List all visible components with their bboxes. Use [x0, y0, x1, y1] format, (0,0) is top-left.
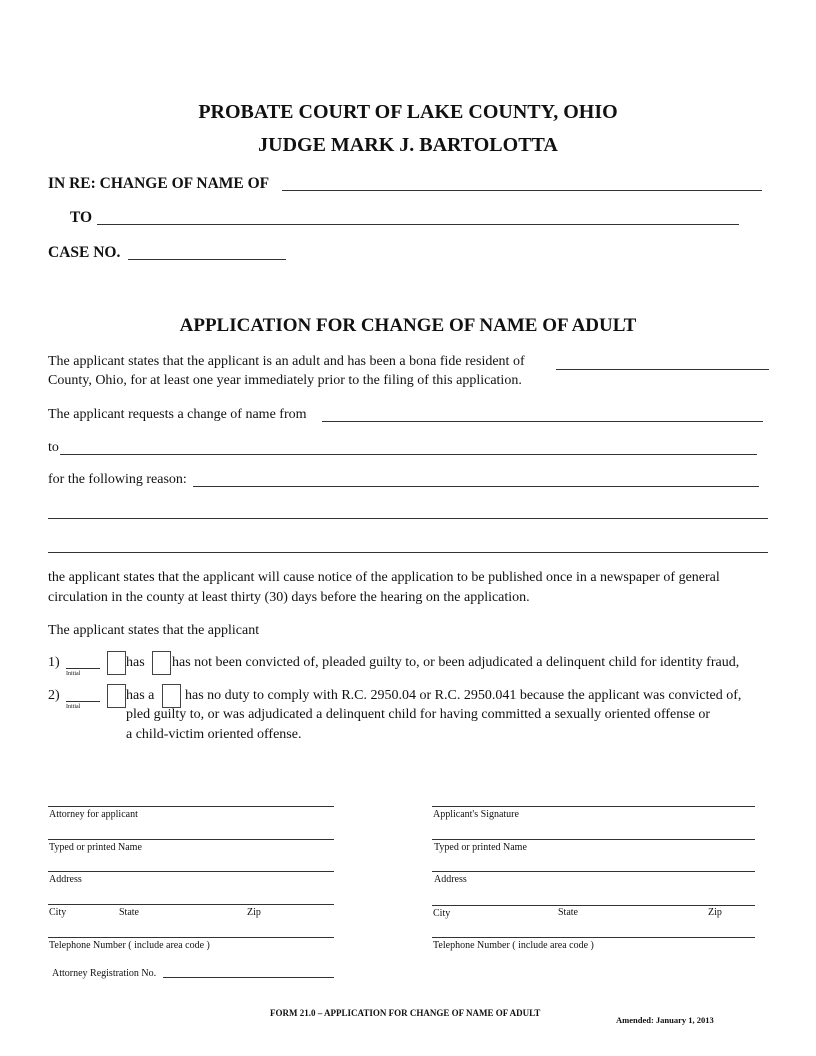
attorney-signature-label: Attorney for applicant [49, 809, 138, 820]
residency-text-line1: The applicant states that the applicant is an adult and has been a bona fide resident of [48, 354, 525, 369]
to-name-field[interactable] [97, 224, 739, 225]
judge-name: JUDGE MARK J. BARTOLOTTA [258, 134, 558, 156]
in-re-name-field[interactable] [282, 190, 762, 191]
attorney-phone-field[interactable] [48, 937, 334, 938]
notice-text-line2: circulation in the county at least thirty (30) days before the hearing on the application. [48, 590, 530, 605]
residency-text-line2: County, Ohio, for at least one year immediately prior to the filing of this application. [48, 373, 522, 388]
applicant-address-field[interactable] [432, 871, 755, 872]
applicant-address-label: Address [434, 874, 467, 885]
reason-label: for the following reason: [48, 472, 187, 487]
applicant-zip-label: Zip [708, 907, 722, 918]
item-2-text: has no duty to comply with R.C. 2950.04 or R.C. 2950.041 because the applicant was convicted of, [185, 688, 742, 703]
item-2-no-duty-checkbox[interactable] [162, 684, 181, 708]
attorney-signature-field[interactable] [48, 806, 334, 807]
form-title: APPLICATION FOR CHANGE OF NAME OF ADULT [179, 315, 637, 336]
change-from-label: The applicant requests a change of name from [48, 407, 307, 422]
reason-field-line3[interactable] [48, 552, 768, 553]
applicant-phone-label: Telephone Number ( include area code ) [433, 940, 594, 951]
applicant-city-label: City [433, 908, 451, 919]
item-2-has-a-checkbox[interactable] [107, 684, 126, 708]
item-2-text-cont1: pled guilty to, or was adjudicated a delinquent child for having committed a sexually oriented offense or [126, 707, 711, 722]
case-no-label: CASE NO. [48, 244, 121, 261]
item-1-initial-field[interactable] [66, 668, 100, 669]
attorney-registration-label: Attorney Registration No. [52, 968, 157, 979]
attorney-state-label: State [119, 907, 139, 918]
change-from-field[interactable] [322, 421, 763, 422]
item-1-text: has not been convicted of, pleaded guilty to, or been adjudicated a delinquent child for identity fraud, [172, 655, 740, 670]
to-label: TO [70, 209, 93, 226]
item-2-initial-label: Initial [66, 704, 81, 710]
item-1-option-a: has [126, 655, 145, 670]
in-re-label: IN RE: CHANGE OF NAME OF [48, 175, 270, 192]
residency-county-field[interactable] [556, 369, 769, 370]
applicant-signature-field[interactable] [432, 806, 755, 807]
applicant-name-field[interactable] [432, 839, 755, 840]
attorney-name-label: Typed or printed Name [49, 842, 142, 853]
applicant-name-label: Typed or printed Name [434, 842, 527, 853]
attorney-address-label: Address [49, 874, 82, 885]
applicant-states-text: The applicant states that the applicant [48, 623, 260, 638]
change-to-field[interactable] [60, 454, 757, 455]
item-1-initial-label: Initial [66, 671, 81, 677]
attorney-city-label: City [49, 907, 67, 918]
change-to-label: to [48, 440, 59, 455]
attorney-zip-label: Zip [247, 907, 261, 918]
item-2-number: 2) [48, 688, 60, 703]
attorney-name-field[interactable] [48, 839, 334, 840]
footer-amended-date: Amended: January 1, 2013 [616, 1015, 714, 1025]
attorney-address-field[interactable] [48, 871, 334, 872]
applicant-phone-field[interactable] [432, 937, 755, 938]
item-2-initial-field[interactable] [66, 701, 100, 702]
item-1-has-not-checkbox[interactable] [152, 651, 171, 675]
attorney-city-state-zip-field[interactable] [48, 904, 334, 905]
applicant-city-state-zip-field[interactable] [432, 905, 755, 906]
item-1-number: 1) [48, 655, 60, 670]
reason-field-line1[interactable] [193, 486, 759, 487]
attorney-phone-label: Telephone Number ( include area code ) [49, 940, 210, 951]
item-1-has-checkbox[interactable] [107, 651, 126, 675]
court-name: PROBATE COURT OF LAKE COUNTY, OHIO [198, 101, 618, 123]
applicant-signature-label: Applicant's Signature [433, 809, 519, 820]
applicant-state-label: State [558, 907, 578, 918]
notice-text-line1: the applicant states that the applicant will cause notice of the application to be published once in a newspaper of general [48, 570, 720, 585]
item-2-option-a: has a [126, 688, 155, 703]
attorney-registration-field[interactable] [163, 977, 334, 978]
item-2-text-cont2: a child-victim oriented offense. [126, 727, 302, 742]
reason-field-line2[interactable] [48, 518, 768, 519]
footer-form-id: FORM 21.0 – APPLICATION FOR CHANGE OF NAME OF ADULT [270, 1008, 541, 1018]
case-no-field[interactable] [128, 259, 286, 260]
